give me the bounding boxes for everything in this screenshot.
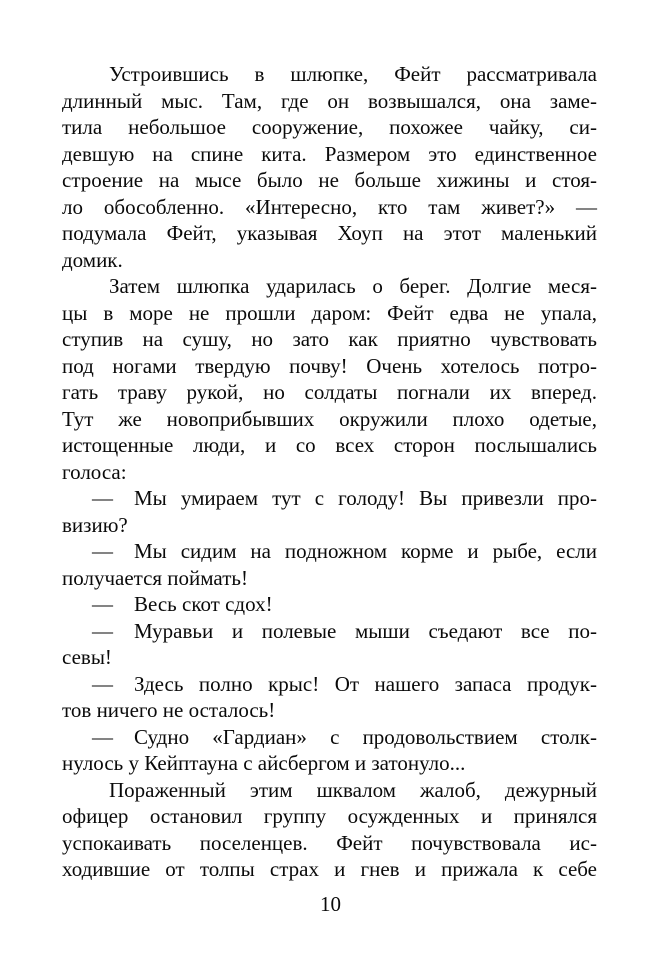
text-line: — Мы умираем тут с голоду! Вы привезли про- [92,486,597,510]
dialogue-paragraph [62,671,597,724]
text-line: строение на мысе было не больше хижины и стоя- [62,168,597,192]
prose-paragraph [62,777,597,883]
text-line: получается поймать! [62,565,248,590]
text-line: — Здесь полно крыс! От нашего запаса продук- [92,671,597,696]
text-line: голоса: [62,459,127,484]
page-number: 10 [320,892,341,916]
text-line: ло обособленно. «Интересно, кто там живет?» — [62,194,597,219]
text-line: успокаивать поселенцев. Фейт почувствовала ис- [62,830,597,855]
text-line: севы! [62,645,112,669]
prose-paragraph [62,273,597,485]
text-line: визию? [62,512,128,537]
dialogue-paragraph [62,485,597,538]
dialogue-paragraph [62,591,597,618]
text-line: — Муравьи и полевые мыши съедают все по- [92,618,597,643]
dialogue-paragraph [62,618,597,671]
text-line: Устроившись в шлюпке, Фейт рассматривала [109,62,597,86]
text-line: — Судно «Гардиан» с продовольствием столк- [92,724,597,749]
page-text [62,61,597,883]
prose-paragraph [62,61,597,273]
text-line: — Мы сидим на подножном корме и рыбе, если [92,539,597,563]
text-line: гать траву рукой, но солдаты погнали их вперед. [62,380,597,404]
text-line: ходившие от толпы страх и гнев и прижала к себе [62,857,597,881]
text-line: Пораженный этим шквалом жалоб, дежурный [109,777,597,802]
dialogue-paragraph [62,538,597,591]
text-line: девшую на спине кита. Размером это единственное [62,141,597,166]
dialogue-paragraph [62,724,597,777]
text-line: ступив на сушу, но зато как приятно чувствовать [62,327,597,351]
text-line: тов ничего не осталось! [62,698,276,722]
text-line: домик. [62,247,123,272]
text-line: истощенные люди, и со всех сторон послышались [62,433,597,457]
text-line: цы в море не прошли даром: Фейт едва не упала, [62,300,597,325]
text-line: Затем шлюпка ударилась о берег. Долгие меся- [109,274,597,298]
text-line: под ногами твердую почву! Очень хотелось потро- [62,353,597,378]
text-line: — Весь скот сдох! [92,592,273,616]
text-line: Тут же новоприбывших окружили плохо одетые, [62,406,597,431]
text-line: нулось у Кейптауна с айсбергом и затонуло... [62,751,466,775]
text-line: офицер остановил группу осужденных и принялся [62,804,597,828]
text-line: длинный мыс. Там, где он возвышался, она заме- [62,88,597,113]
text-line: тила небольшое сооружение, похожее чайку, си- [62,115,597,139]
text-line: подумала Фейт, указывая Хоуп на этот маленький [62,221,597,245]
